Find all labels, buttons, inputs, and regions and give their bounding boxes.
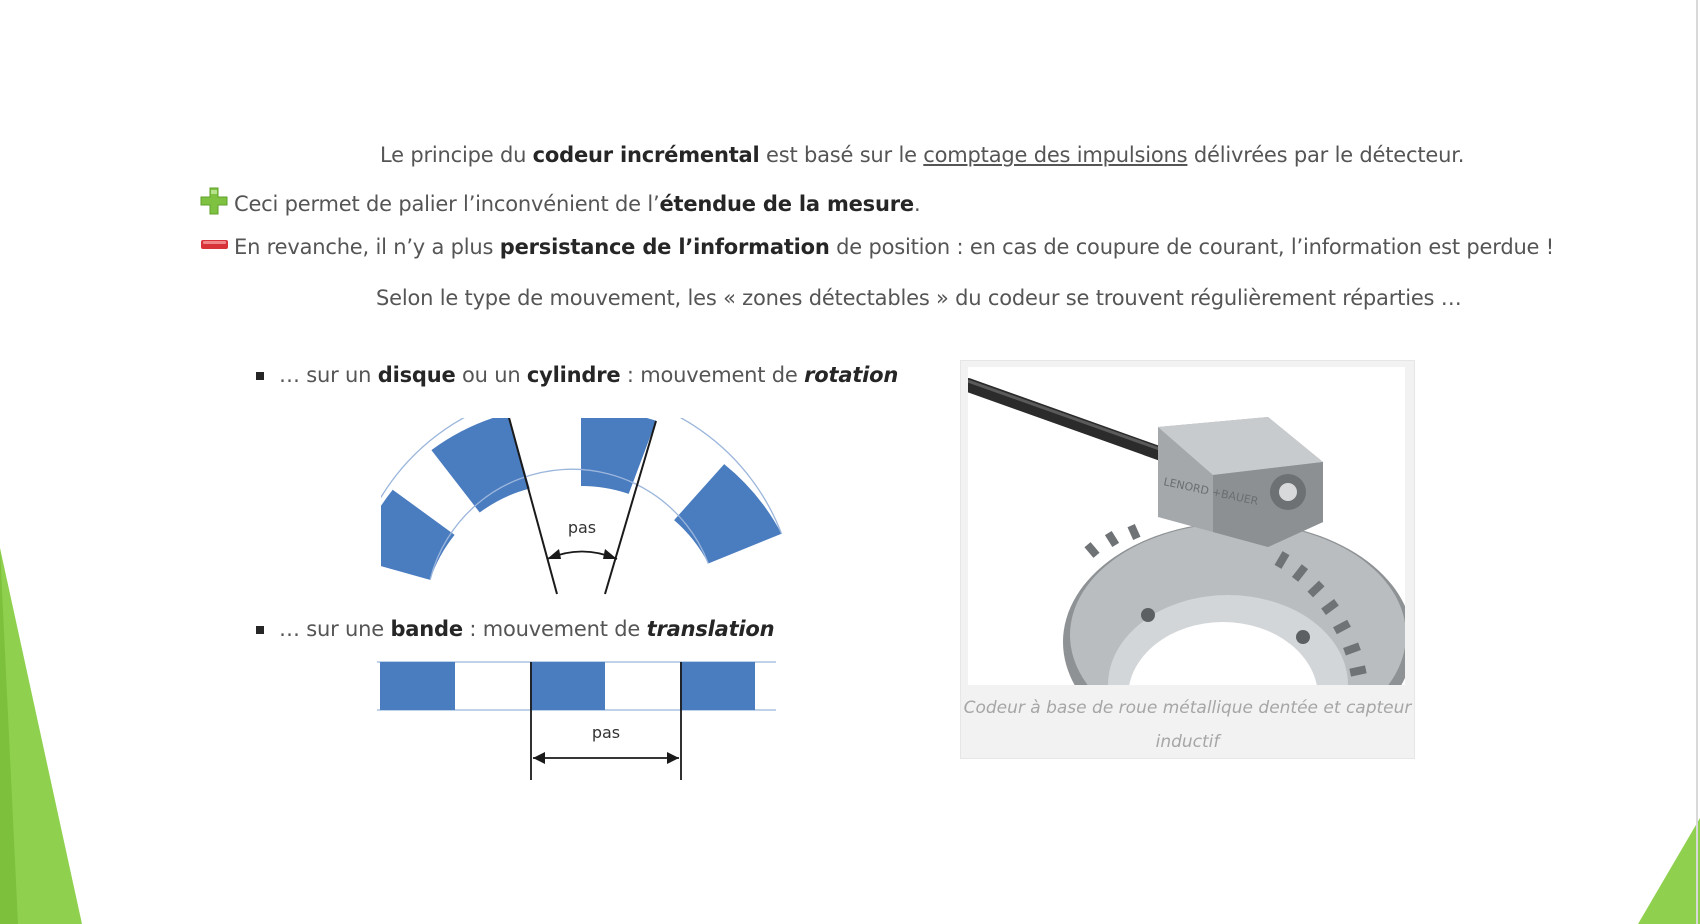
encoder-photo: [968, 367, 1405, 685]
bullet-marker: [256, 626, 264, 634]
drawback-line: En revanche, il n’y a plus persistance de l’information de position : en cas de coupure de courant, l’information est perdue !: [234, 235, 1554, 259]
pas-band-label: pas: [591, 723, 621, 742]
band-segment: [530, 662, 605, 710]
bullet-rotation: … sur un disque ou un cylindre : mouvement de rotation: [279, 363, 899, 387]
selon-line: Selon le type de mouvement, les « zones détectables » du codeur se trouvent régulièrement réparties …: [376, 286, 1462, 310]
band-segment: [380, 662, 455, 710]
band-segment: [680, 662, 755, 710]
pas-arc-label: pas: [567, 518, 597, 537]
minus-icon: [201, 240, 228, 249]
encoder-photo-frame: [960, 360, 1415, 759]
advantage-line: Ceci permet de palier l’inconvénient de l’étendue de la mesure.: [234, 192, 921, 216]
photo-caption: Codeur à base de roue métallique dentée et capteur inductif: [963, 698, 1412, 752]
right-green-triangle: [1638, 818, 1700, 924]
plus-icon: [200, 187, 228, 215]
impulsions-link: comptage des impulsions: [923, 143, 1188, 167]
photo-logo: LENORD +BAUER: [1162, 475, 1260, 509]
bullet-marker: [256, 372, 264, 380]
band-segments-figure: [372, 655, 782, 785]
bullet-translation: … sur une bande : mouvement de translation: [279, 617, 775, 641]
intro-line: Le principe du codeur incrémental est basé sur le comptage des impulsions délivrées par le détecteur.: [380, 143, 1465, 167]
disc-segments-figure: [375, 418, 795, 598]
